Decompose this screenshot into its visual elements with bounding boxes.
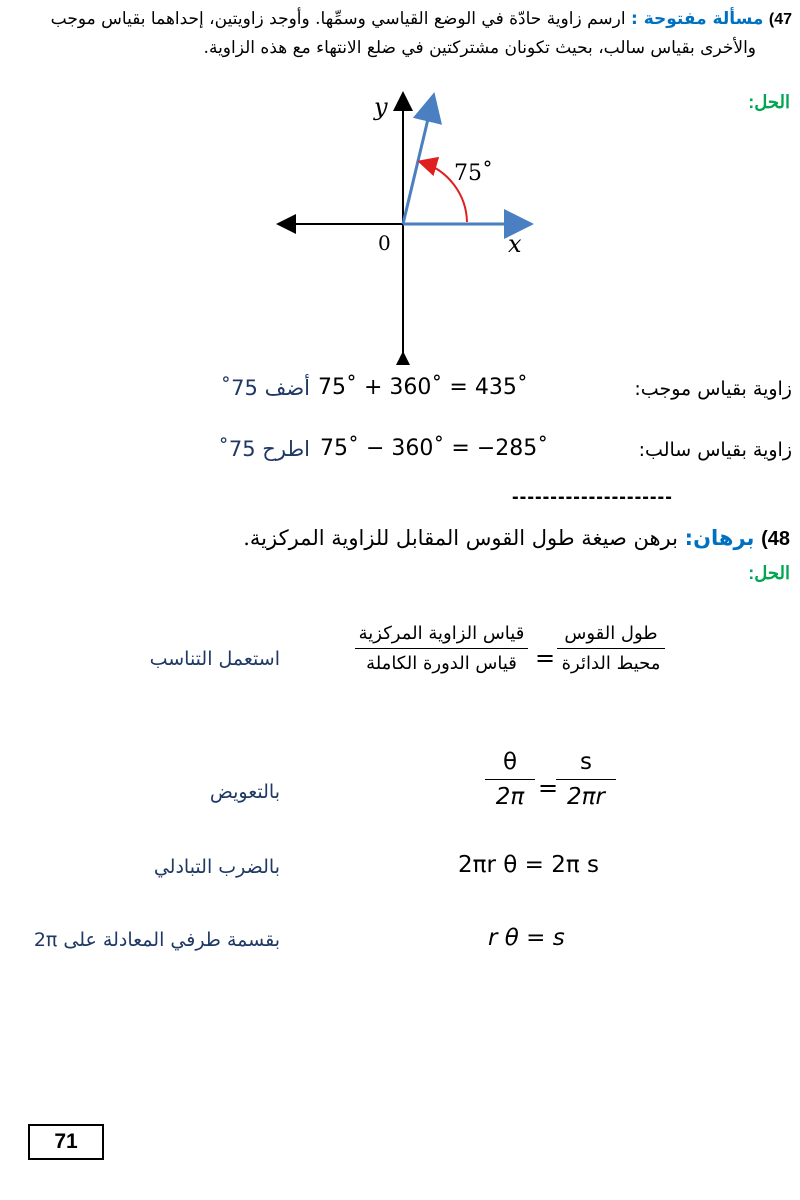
negative-label: زاوية بقياس سالب: <box>638 439 792 461</box>
angle-label: 75˚ <box>454 161 493 186</box>
step4-expression: r θ = s <box>488 925 565 951</box>
divider: --------------------- <box>512 486 673 508</box>
step1-left-denominator: محيط الدائرة <box>561 653 661 674</box>
step1-equals: = <box>535 644 556 672</box>
step1-left-fraction <box>557 623 665 674</box>
step1-right-denominator: قياس الدورة الكاملة <box>366 653 517 674</box>
q47-text-line1: ارسم زاوية حادّة في الوضع القياسي وسمِّها. وأوجد زاويتين، إحداهما بقياس موجب <box>50 9 626 29</box>
step2-left-denominator: 2π <box>495 784 525 810</box>
step2-left-fraction <box>485 749 535 810</box>
step2-note: بالتعويض <box>209 781 280 803</box>
negative-note: اطرح 75˚ <box>218 437 310 461</box>
q48-solution-label: الحل: <box>748 563 790 583</box>
angle-graph <box>270 85 550 365</box>
q48-number: 48) <box>761 528 790 550</box>
q47-solution-label: الحل: <box>748 92 790 112</box>
step4-note: بقسمة طرفي المعادلة على 2π <box>33 929 280 951</box>
q48-label: برهان: <box>684 526 755 550</box>
step1-note: استعمل التناسب <box>149 648 280 670</box>
step2-equals: = <box>538 774 559 802</box>
q48-header <box>243 526 790 551</box>
page-number: 71 <box>28 1124 104 1160</box>
step1-right-fraction <box>355 623 528 674</box>
step3-note: بالضرب التبادلي <box>153 856 280 878</box>
origin-label: 0 <box>378 231 391 255</box>
positive-label: زاوية بقياس موجب: <box>634 378 792 400</box>
step2-left-numerator: θ <box>502 749 518 775</box>
negative-equation: 75˚ − 360˚ = −285˚ <box>320 436 549 461</box>
step1-left-numerator: طول القوس <box>564 623 658 644</box>
step2-right-fraction <box>556 749 616 810</box>
q47-number: 47) <box>768 11 792 28</box>
q47-label: مسألة مفتوحة : <box>631 9 764 29</box>
positive-note: أضف 75˚ <box>220 376 310 400</box>
step1-right-numerator: قياس الزاوية المركزية <box>358 623 525 644</box>
y-axis-label: y <box>374 93 388 121</box>
q48-text: برهن صيغة طول القوس المقابل للزاوية المركزية. <box>243 526 678 550</box>
step2-right-denominator: 2πr <box>567 784 605 810</box>
step3-expression: 2πr θ = 2π s <box>458 852 599 878</box>
terminal-side <box>403 98 433 224</box>
positive-equation: 75˚ + 360˚ = 435˚ <box>318 375 528 400</box>
q47-header <box>8 6 792 33</box>
q47-text-line2: والأخرى بقياس سالب، بحيث تكونان مشتركتين في ضلع الانتهاء مع هذه الزاوية. <box>203 38 756 58</box>
step2-right-numerator: s <box>580 749 592 775</box>
x-axis-label: x <box>508 230 522 258</box>
